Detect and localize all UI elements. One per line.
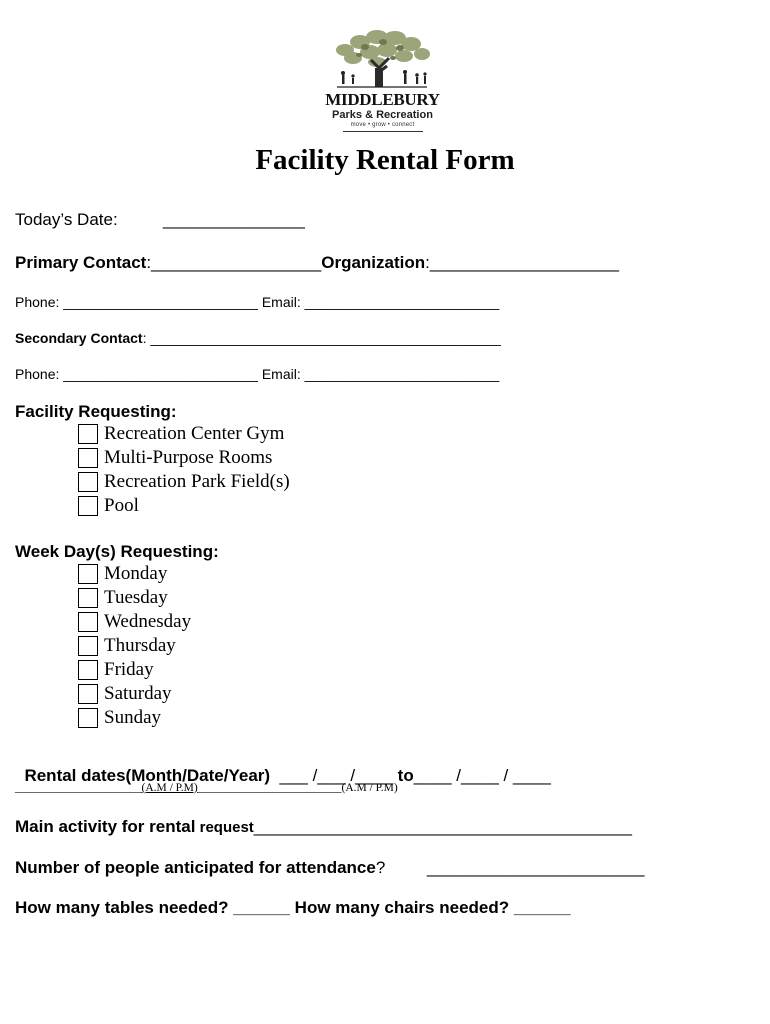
primary-contact-label: Primary Contact <box>15 253 147 272</box>
main-activity-field[interactable]: ________________________________________ <box>253 817 632 836</box>
tree-icon <box>315 28 450 90</box>
tables-needed-field[interactable]: How many tables needed? ______ <box>15 898 290 917</box>
rental-dates-to: to <box>397 766 414 785</box>
main-activity-request: request <box>195 819 254 836</box>
weekday-option-sunday[interactable] <box>78 706 161 730</box>
checkbox[interactable] <box>78 588 98 608</box>
logo-subtitle: Parks & Recreation <box>332 109 433 121</box>
logo-tagline: move • grow • connect <box>350 122 415 128</box>
attendance-label: Number of people anticipated for attendance <box>15 858 376 877</box>
attendance-question-mark: ? <box>375 858 386 877</box>
phone-label: Phone: <box>15 366 64 382</box>
checkbox[interactable] <box>78 424 98 444</box>
option-label: Multi-Purpose Rooms <box>104 447 273 468</box>
attendance-row <box>15 858 385 878</box>
attendance-field[interactable]: _______________________ <box>427 858 645 877</box>
rental-end-date-field[interactable]: ____ /____ / ____ <box>413 766 551 785</box>
primary-phone-email-row <box>15 294 499 310</box>
weekday-option-tuesday[interactable] <box>78 586 168 610</box>
primary-email-field[interactable]: _________________________ <box>304 294 500 310</box>
option-label: Pool <box>104 495 139 516</box>
checkbox[interactable] <box>78 448 98 468</box>
start-time-field[interactable]: ______________________ <box>15 782 142 794</box>
main-activity-row <box>15 817 632 837</box>
main-activity-label: Main activity for rental <box>15 817 196 836</box>
primary-contact-row <box>15 253 619 273</box>
logo-divider <box>343 131 423 132</box>
middlebury-logo <box>315 28 450 136</box>
organization-field[interactable]: :____________________ <box>425 253 619 272</box>
checkbox[interactable] <box>78 660 98 680</box>
email-label: Email: <box>261 366 305 382</box>
todays-date-field[interactable]: _______________ <box>163 210 305 229</box>
weekdays-heading: Week Day(s) Requesting: <box>15 542 219 561</box>
weekday-option-wednesday[interactable] <box>78 610 191 634</box>
primary-phone-field[interactable]: _________________________ <box>63 294 262 310</box>
rental-dates-row <box>15 746 551 786</box>
secondary-phone-email-row <box>15 366 499 382</box>
option-label: Friday <box>104 659 154 680</box>
checkbox[interactable] <box>78 636 98 656</box>
option-label: Tuesday <box>104 587 168 608</box>
todays-date-label: Today’s Date: <box>15 210 118 229</box>
checkbox[interactable] <box>78 496 98 516</box>
primary-contact-field[interactable]: :__________________ <box>146 253 322 272</box>
form-title: Facility Rental Form <box>255 144 515 176</box>
end-ampm-label: (A.M / P.M) <box>341 782 398 794</box>
checkbox[interactable] <box>78 564 98 584</box>
rental-start-date-field[interactable]: ___ /___ /____ <box>270 766 398 785</box>
facility-option-multipurpose[interactable] <box>78 446 272 470</box>
chairs-needed-field[interactable]: How many chairs needed? ______ <box>289 898 571 917</box>
rental-dates-label: Rental dates(Month/Date/Year) <box>24 766 271 785</box>
email-label: Email: <box>261 294 305 310</box>
organization-label: Organization <box>321 253 426 272</box>
facility-option-pool[interactable] <box>78 494 139 518</box>
option-label: Saturday <box>104 683 172 704</box>
option-label: Thursday <box>104 635 176 656</box>
rental-times-row <box>15 782 398 794</box>
secondary-phone-field[interactable]: _________________________ <box>63 366 262 382</box>
option-label: Wednesday <box>104 611 192 632</box>
facility-option-fields[interactable] <box>78 470 290 494</box>
facility-option-gym[interactable] <box>78 422 284 446</box>
secondary-contact-label: Secondary Contact <box>15 330 143 346</box>
logo-name: MIDDLEBURY <box>325 90 440 109</box>
start-ampm-label: (A.M / P.M) <box>141 782 198 794</box>
weekday-option-friday[interactable] <box>78 658 154 682</box>
secondary-contact-row <box>15 330 501 346</box>
end-time-field[interactable]: _________________________ <box>197 782 342 794</box>
checkbox[interactable] <box>78 708 98 728</box>
weekday-option-thursday[interactable] <box>78 634 176 658</box>
weekday-option-monday[interactable] <box>78 562 167 586</box>
checkbox[interactable] <box>78 472 98 492</box>
weekday-option-saturday[interactable] <box>78 682 172 706</box>
facility-heading: Facility Requesting: <box>15 402 177 421</box>
option-label: Monday <box>104 563 168 584</box>
option-label: Recreation Park Field(s) <box>104 471 290 492</box>
checkbox[interactable] <box>78 612 98 632</box>
tables-chairs-row <box>15 898 571 918</box>
secondary-email-field[interactable]: _________________________ <box>304 366 500 382</box>
option-label: Sunday <box>104 707 161 728</box>
secondary-contact-field[interactable]: : _____________________________________________ <box>142 330 501 346</box>
checkbox[interactable] <box>78 684 98 704</box>
option-label: Recreation Center Gym <box>104 423 285 444</box>
phone-label: Phone: <box>15 294 64 310</box>
